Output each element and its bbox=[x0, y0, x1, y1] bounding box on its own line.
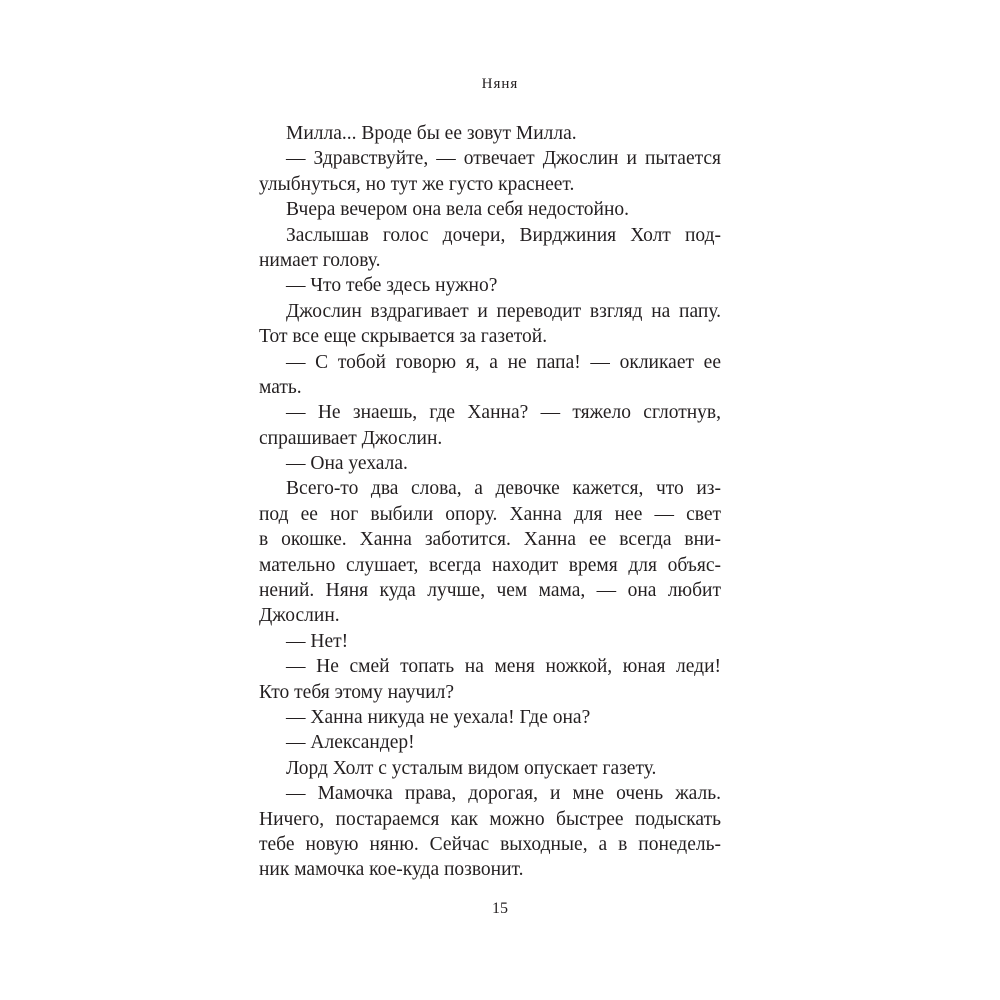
text-line: — Мамочка права, дорогая, и мне очень жаль. bbox=[286, 783, 721, 805]
text-line: спрашивает Джослин. bbox=[259, 427, 443, 449]
text-line: — Что тебе здесь нужно? bbox=[286, 275, 498, 297]
text-line: — Она уехала. bbox=[286, 453, 408, 475]
text-line: Ничего, постараемся как можно быстрее подыскать bbox=[259, 808, 721, 830]
text-line: Вчера вечером она вела себя недостойно. bbox=[286, 199, 630, 221]
text-line: нимает голову. bbox=[259, 249, 381, 271]
text-line: нений. Няня куда лучше, чем мама, — она любит bbox=[259, 580, 721, 602]
text-line: тебе новую няню. Сейчас выходные, а в понедель- bbox=[259, 833, 721, 855]
text-line: — С тобой говорю я, а не папа! — окликает ее bbox=[286, 351, 721, 373]
text-line: — Александер! bbox=[286, 732, 415, 754]
text-line: Лорд Холт с усталым видом опускает газету. bbox=[286, 757, 657, 779]
text-line: Джослин вздрагивает и переводит взгляд на папу. bbox=[286, 300, 721, 322]
text-line: Кто тебя этому научил? bbox=[259, 681, 455, 703]
running-head: Няня bbox=[481, 76, 519, 92]
text-line: под ее ног выбили опору. Ханна для нее — свет bbox=[259, 503, 721, 525]
text-line: Заслышав голос дочери, Вирджиния Холт под- bbox=[286, 224, 721, 246]
text-line: Джослин. bbox=[259, 605, 340, 627]
text-line: мать. bbox=[259, 376, 302, 398]
text-line: — Не знаешь, где Ханна? — тяжело сглотнув, bbox=[286, 402, 721, 424]
text-line: — Ханна никуда не уехала! Где она? bbox=[286, 706, 591, 728]
text-line: — Здравствуйте, — отвечает Джослин и пытается bbox=[286, 148, 721, 170]
text-line: — Не смей топать на меня ножкой, юная леди! bbox=[286, 656, 721, 678]
text-line: улыбнуться, но тут же густо краснеет. bbox=[259, 173, 575, 195]
text-line: Милла... Вроде бы ее зовут Милла. bbox=[286, 123, 577, 144]
page-number: 15 bbox=[492, 900, 508, 917]
page-body bbox=[259, 121, 721, 883]
text-line: мательно слушает, всегда находит время для объяс- bbox=[259, 554, 721, 576]
text-line: — Нет! bbox=[286, 630, 349, 652]
text-line: Тот все еще скрывается за газетой. bbox=[259, 326, 548, 348]
text-line: ник мамочка кое-куда позвонит. bbox=[259, 859, 524, 881]
text-line: в окошке. Ханна заботится. Ханна ее всегда вни- bbox=[259, 529, 721, 551]
text-line: Всего-то два слова, а девочке кажется, что из- bbox=[286, 478, 721, 500]
